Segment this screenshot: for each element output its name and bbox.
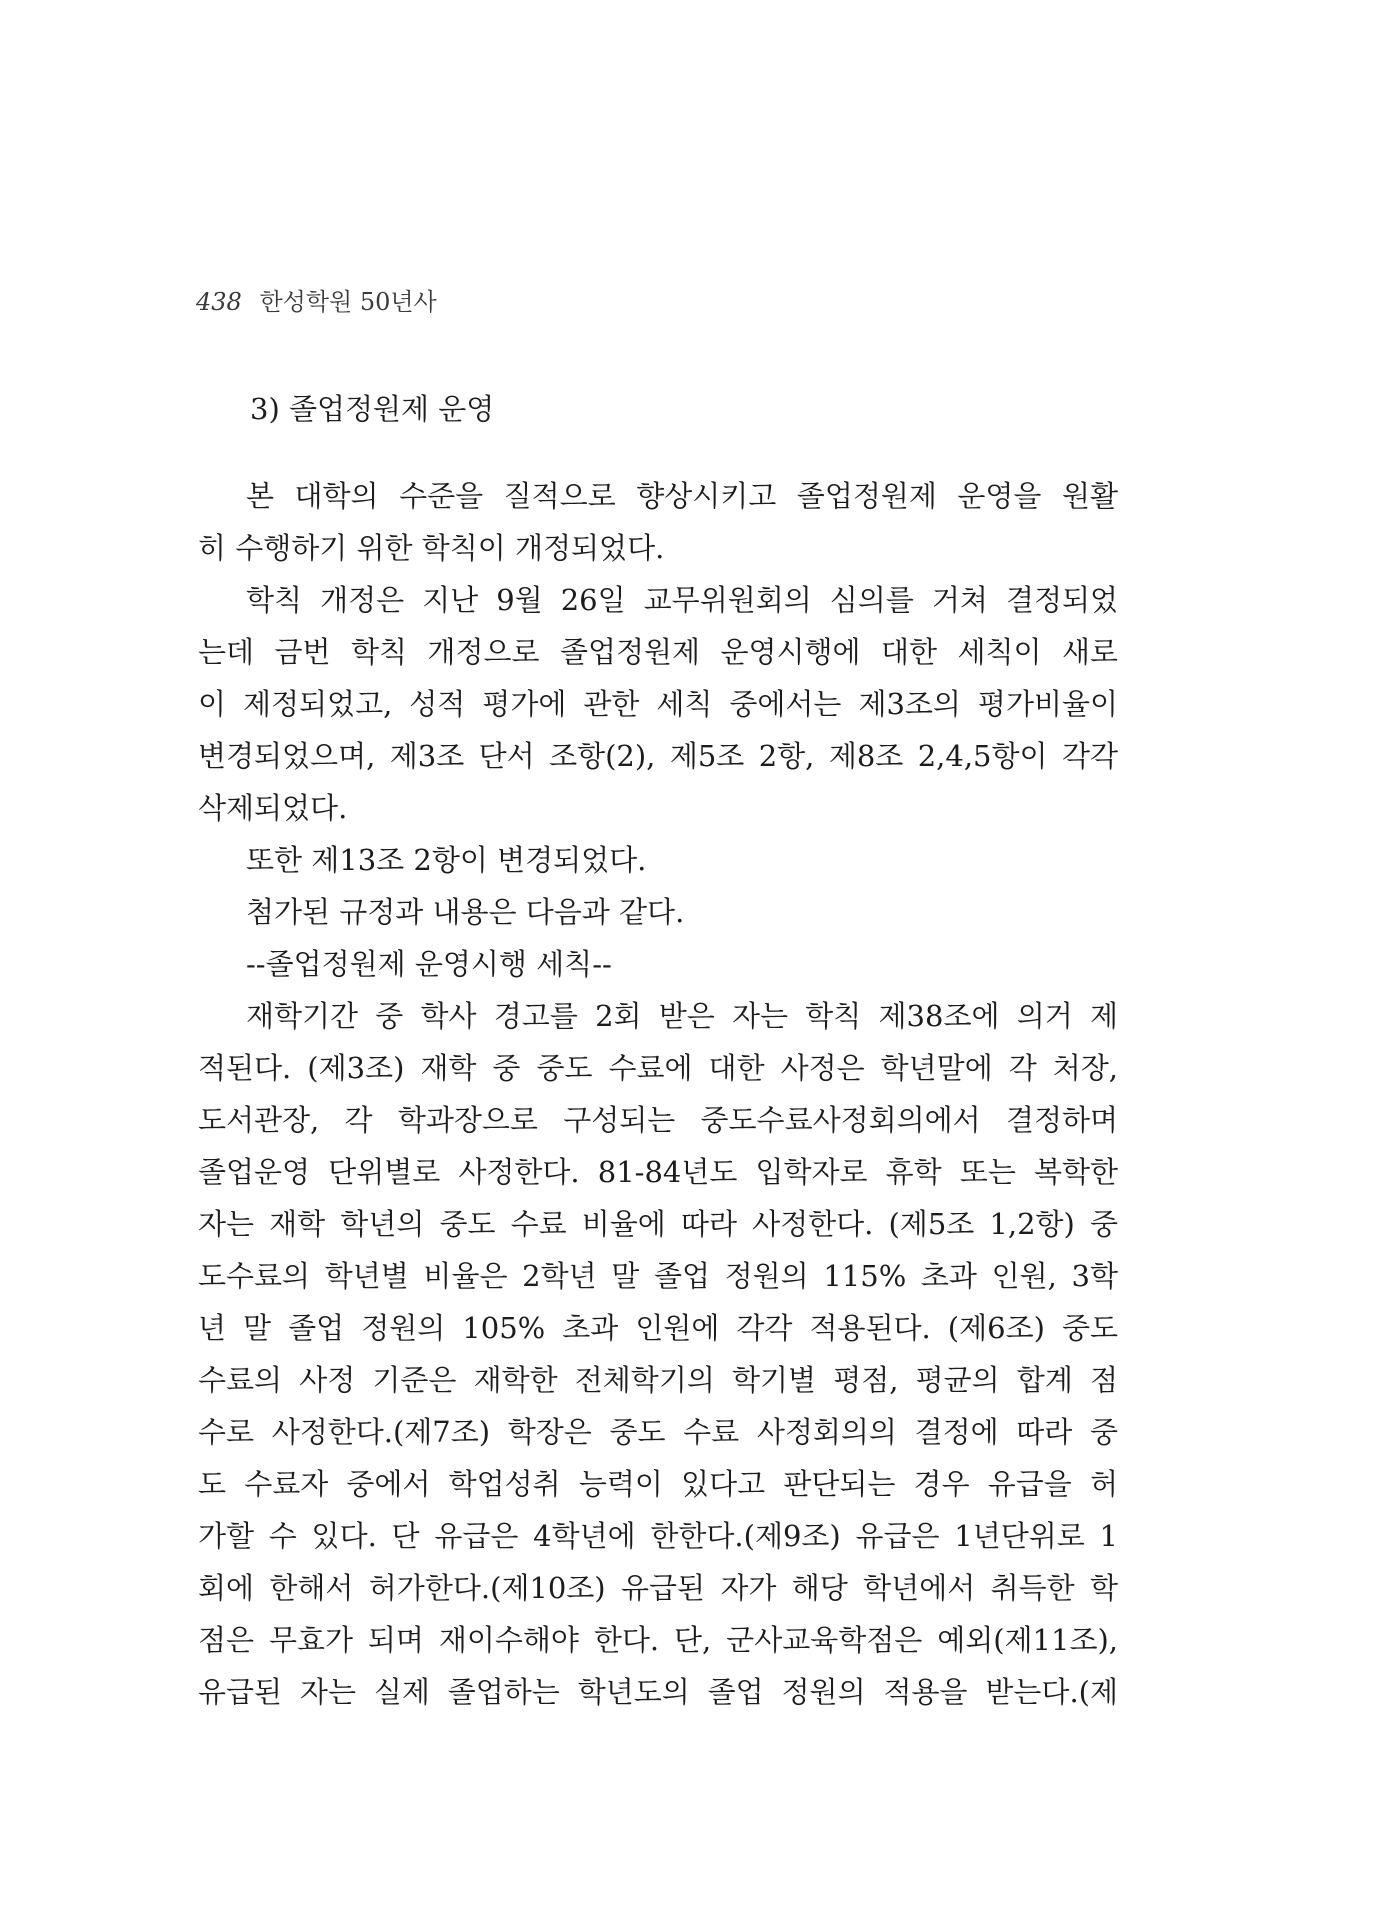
- section-title: 3) 졸업정원제 운영: [250, 392, 495, 426]
- text-line: 수료의 사정 기준은 재학한 전체학기의 학기별 평점, 평균의 합계 점: [198, 1363, 1118, 1397]
- text-line: 히 수행하기 위한 학칙이 개정되었다.: [198, 531, 665, 565]
- text-line: 적된다. (제3조) 재학 중 중도 수료에 대한 사정은 학년말에 각 처장,: [198, 1051, 1118, 1085]
- text-line: 이 제정되었고, 성적 평가에 관한 세칙 중에서는 제3조의 평가비율이: [198, 687, 1118, 721]
- text-line: 년 말 졸업 정원의 105% 초과 인원에 각각 적용된다. (제6조) 중도: [198, 1311, 1118, 1345]
- text-line: 도수료의 학년별 비율은 2학년 말 졸업 정원의 115% 초과 인원, 3학: [198, 1259, 1118, 1293]
- text-line: 도서관장, 각 학과장으로 구성되는 중도수료사정회의에서 결정하며: [198, 1103, 1118, 1137]
- text-line: 재학기간 중 학사 경고를 2회 받은 자는 학칙 제38조에 의거 제: [246, 999, 1118, 1033]
- text-line: 본 대학의 수준을 질적으로 향상시키고 졸업정원제 운영을 원활: [246, 479, 1118, 513]
- text-line: 삭제되었다.: [198, 791, 348, 825]
- text-line: 수로 사정한다.(제7조) 학장은 중도 수료 사정회의의 결정에 따라 중: [198, 1415, 1118, 1449]
- text-line: 회에 한해서 허가한다.(제10조) 유급된 자가 해당 학년에서 취득한 학: [198, 1571, 1118, 1605]
- running-header: [196, 282, 437, 317]
- text-line: 변경되었으며, 제3조 단서 조항(2), 제5조 2항, 제8조 2,4,5항이 각각: [198, 739, 1118, 773]
- text-line: 첨가된 규정과 내용은 다음과 같다.: [246, 895, 685, 929]
- text-line: 또한 제13조 2항이 변경되었다.: [246, 843, 647, 877]
- text-line: 는데 금번 학칙 개정으로 졸업정원제 운영시행에 대한 세칙이 새로: [198, 635, 1118, 669]
- text-line: 졸업운영 단위별로 사정한다. 81-84년도 입학자로 휴학 또는 복학한: [198, 1155, 1118, 1189]
- text-line: 도 수료자 중에서 학업성취 능력이 있다고 판단되는 경우 유급을 허: [198, 1467, 1118, 1501]
- text-line: 유급된 자는 실제 졸업하는 학년도의 졸업 정원의 적용을 받는다.(제: [198, 1675, 1118, 1709]
- text-line: 점은 무효가 되며 재이수해야 한다. 단, 군사교육학점은 예외(제11조),: [198, 1623, 1118, 1657]
- page-number: 438: [196, 288, 242, 316]
- text-line: 자는 재학 학년의 중도 수료 비율에 따라 사정한다. (제5조 1,2항) 중: [198, 1207, 1118, 1241]
- text-line: 학칙 개정은 지난 9월 26일 교무위원회의 심의를 거쳐 결정되었: [246, 583, 1118, 617]
- text-line: --졸업정원제 운영시행 세칙--: [246, 947, 612, 981]
- book-title: 한성학원 50년사: [259, 288, 437, 316]
- body-text: [198, 470, 1118, 1718]
- text-line: 가할 수 있다. 단 유급은 4학년에 한한다.(제9조) 유급은 1년단위로 1: [198, 1519, 1118, 1553]
